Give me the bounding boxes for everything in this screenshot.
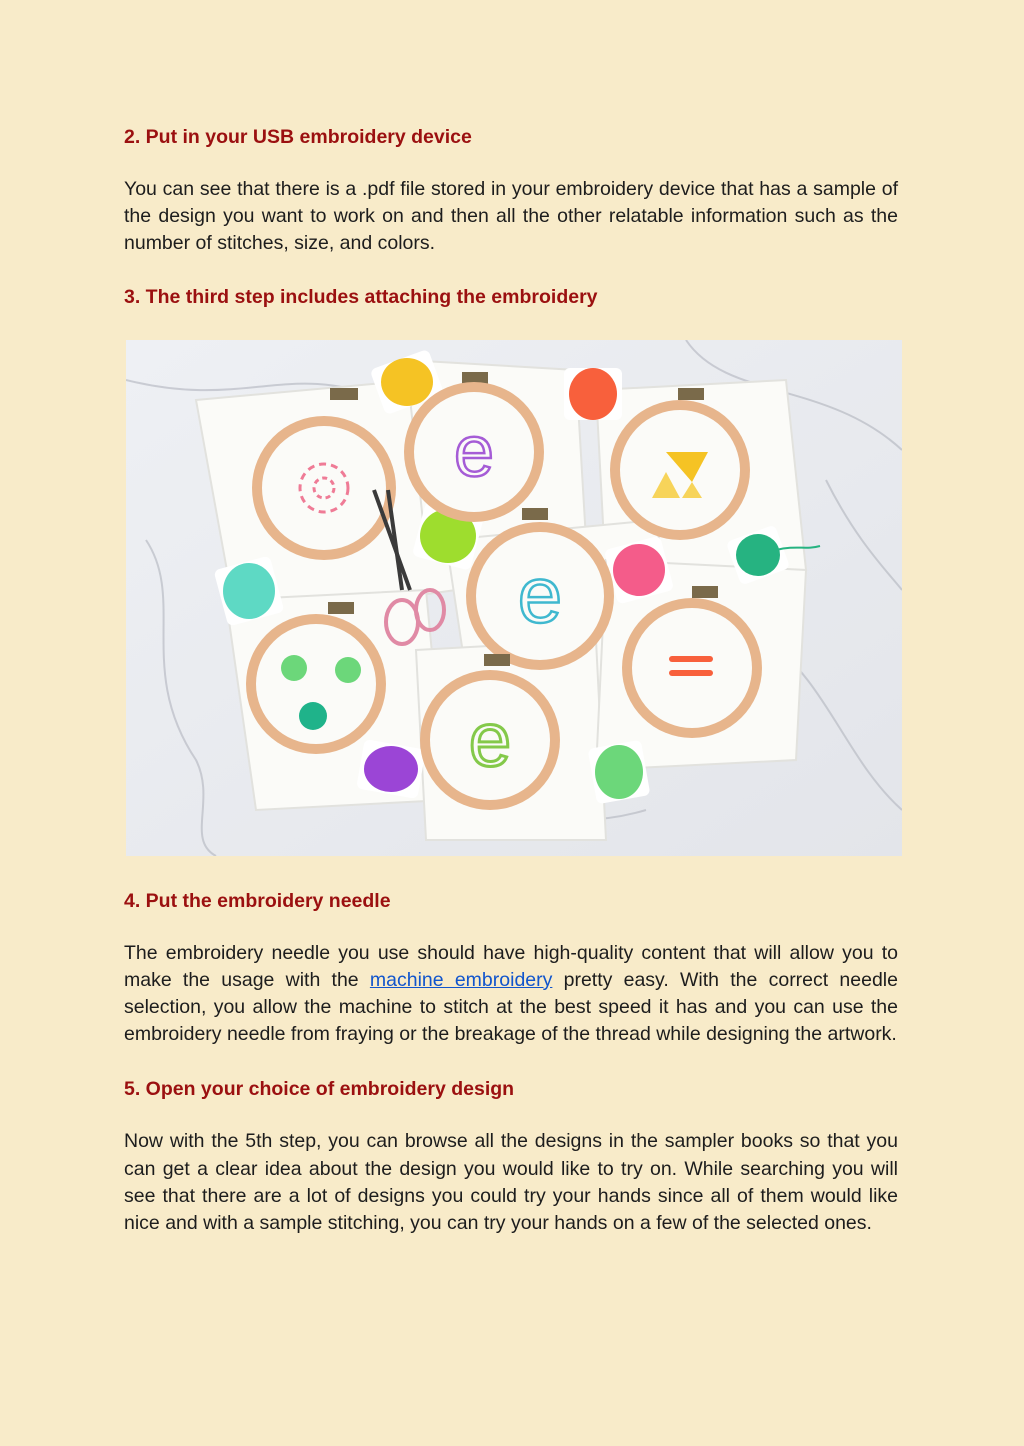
purple-thread-spool <box>356 739 426 799</box>
step4-heading: 4. Put the embroidery needle <box>124 889 391 912</box>
step4-paragraph <box>124 940 898 1049</box>
step2-paragraph: You can see that there is a .pdf file stored in your embroidery device that has a sample of the design you want to work on and then all the other relatable information such as the number of stitches, size, and colors. <box>124 178 898 255</box>
hoop-letter-green: e <box>468 697 512 783</box>
step5-heading: 5. Open your choice of embroidery design <box>124 1078 515 1101</box>
step4-text-before: The embroidery needle you use should have high-quality content that will allow you to make the usage with the <box>124 941 898 991</box>
step2-heading: 2. Put in your USB embroidery device <box>124 126 472 148</box>
green-thread-spool <box>588 739 651 804</box>
step3-heading: 3. The third step includes attaching the embroidery <box>124 285 598 308</box>
hoop-letter-teal: e <box>517 549 563 639</box>
document-content <box>124 120 898 1237</box>
hoop-letter-purple: e <box>453 411 495 492</box>
orange-thread-spool <box>564 368 622 420</box>
step5-paragraph: Now with the 5th step, you can browse all the designs in the sampler books so that you can get a clear idea about the design you would like to try on. While searching you will see that there are a lot of designs you could try your hands since all of them would like nice and with a sample stitching, you can try your hands on a few of the selected ones. <box>124 1130 898 1235</box>
step4-text-after: pretty easy. With the correct needle selection, you allow the machine to stitch at the best speed it has and you can use the embroidery needle from fraying or the breakage of the thread while designing the artwork. <box>124 968 898 1046</box>
embroidery-hoops-photo <box>126 340 902 856</box>
machine-embroidery-link[interactable]: machine embroidery <box>369 968 553 991</box>
